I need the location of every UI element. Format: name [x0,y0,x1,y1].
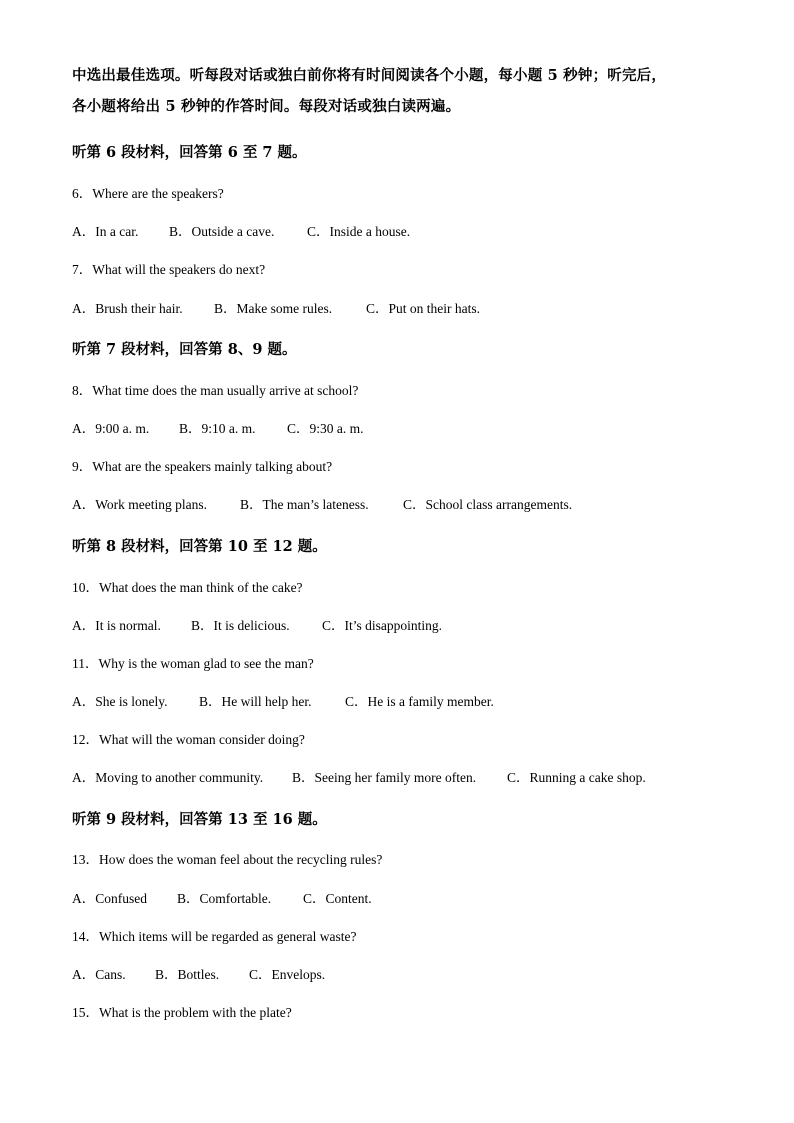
option-c: C．School class arrangements. [403,497,573,512]
option-a: A．Brush their hair. [72,301,183,316]
question-options [72,299,480,319]
option-c: C．Running a cake shop. [507,770,646,785]
question-stem: 9．What are the speakers mainly talking about? [72,459,333,474]
option-b: B．Seeing her family more often. [292,770,477,785]
option-c: C．Content. [303,891,372,906]
question-stem: 10．What does the man think of the cake? [72,580,303,595]
question-stem: 7．What will the speakers do next? [72,262,266,277]
question-options [72,419,364,439]
option-a: A．It is normal. [72,618,161,633]
question-stem: 15．What is the problem with the plate? [72,1005,292,1020]
option-a: A．Confused [72,891,147,906]
option-b: B．9:10 a. m. [179,421,256,436]
question-options [72,889,372,909]
question-options [72,495,572,515]
option-c: C．Envelops. [249,967,326,982]
intro-line-1: 中选出最佳选项。听每段对话或独白前你将有时间阅读各个小题，每小题 5 秒钟；听完后， [72,67,667,84]
question-options [72,692,494,712]
question-options [72,222,410,242]
option-b: B．He will help her. [199,694,312,709]
option-a: A．In a car. [72,224,139,239]
question-stem: 8．What time does the man usually arrive at school? [72,383,359,398]
option-b: B．It is delicious. [191,618,290,633]
option-c: C．He is a family member. [345,694,494,709]
question-options [72,616,442,636]
question-stem: 12．What will the woman consider doing? [72,732,305,747]
question-options [72,965,325,985]
question-stem: 6．Where are the speakers? [72,186,224,201]
section-heading: 听第 9 段材料，回答第 13 至 16 题。 [72,811,327,828]
option-a: A．Work meeting plans. [72,497,208,512]
option-a: A．Moving to another community. [72,770,264,785]
option-a: A．9:00 a. m. [72,421,150,436]
option-c: C．Inside a house. [307,224,411,239]
section-heading: 听第 6 段材料，回答第 6 至 7 题。 [72,144,307,161]
option-b: B．Make some rules. [214,301,333,316]
option-b: B．Comfortable. [177,891,272,906]
option-b: B．The man’s lateness. [240,497,369,512]
intro-line-2: 各小题将给出 5 秒钟的作答时间。每段对话或独白读两遍。 [72,98,461,115]
option-c: C．It’s disappointing. [322,618,443,633]
section-heading: 听第 7 段材料，回答第 8、9 题。 [72,341,297,358]
option-a: A．Cans. [72,967,126,982]
option-b: B．Outside a cave. [169,224,275,239]
section-heading: 听第 8 段材料，回答第 10 至 12 题。 [72,538,327,555]
option-b: B．Bottles. [155,967,220,982]
option-c: C．9:30 a. m. [287,421,364,436]
option-c: C．Put on their hats. [366,301,480,316]
option-a: A．She is lonely. [72,694,168,709]
question-options [72,768,646,788]
question-stem: 11．Why is the woman glad to see the man? [72,656,314,671]
question-stem: 14．Which items will be regarded as general waste? [72,929,357,944]
question-stem: 13．How does the woman feel about the recycling rules? [72,852,383,867]
